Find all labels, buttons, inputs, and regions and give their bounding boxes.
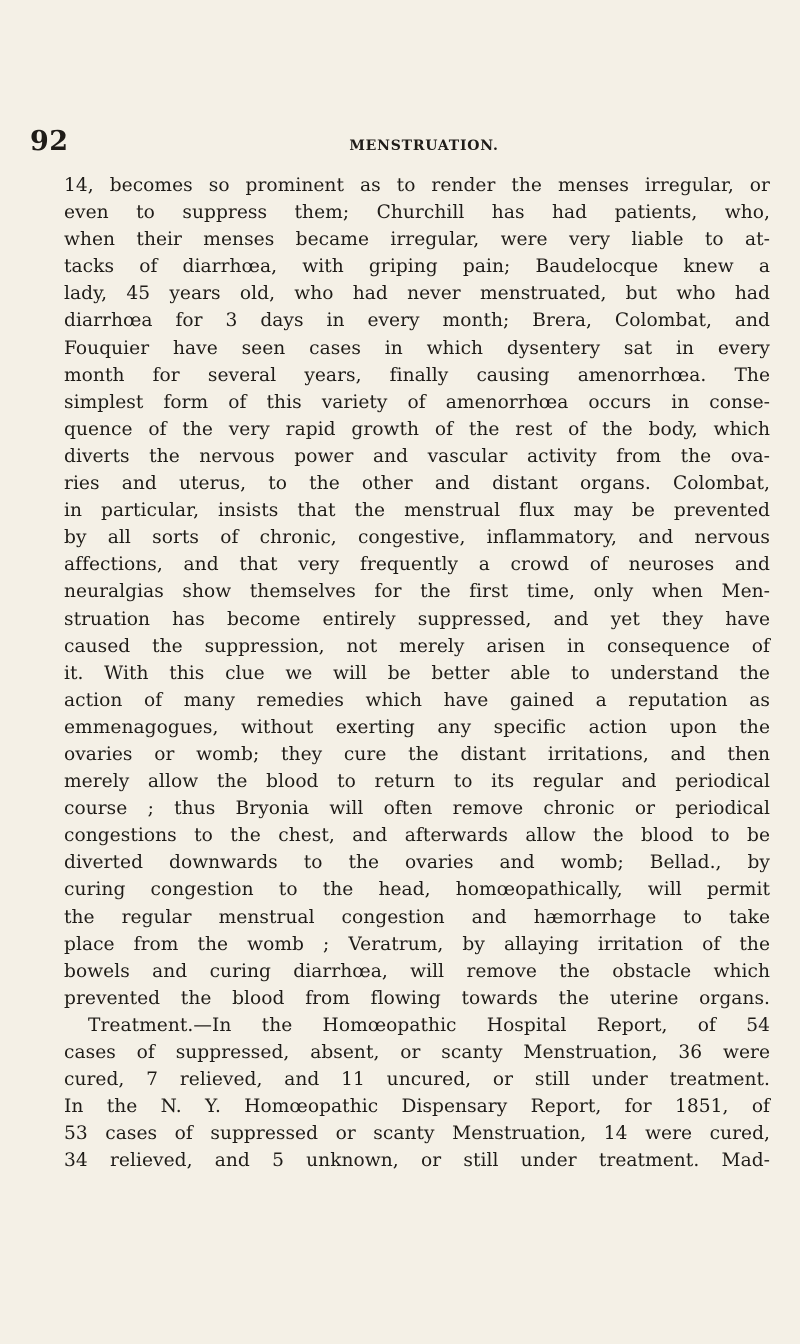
text-line: prevented the blood from flowing towards the uterine organs. [64, 987, 770, 1009]
text-line: 53 cases of suppressed or scanty Menstruation, 14 were cured, [64, 1123, 770, 1145]
text-line: when their menses became irregular, were very liable to at- [64, 229, 770, 251]
text-line: tacks of diarrhœa, with griping pain; Baudelocque knew a [64, 256, 770, 278]
text-line: in particular, insists that the menstrual flux may be prevented [64, 500, 770, 522]
text-line: affections, and that very frequently a crowd of neuroses and [64, 554, 770, 576]
text-line: diarrhœa for 3 days in every month; Brera, Colombat, and [64, 310, 770, 332]
text-line: ries and uterus, to the other and distant organs. Colombat, [64, 473, 770, 495]
text-line: diverts the nervous power and vascular activity from the ova- [64, 445, 770, 467]
text-line: 14, becomes so prominent as to render the menses irregular, or [64, 175, 770, 196]
text-line: neuralgias show themselves for the first time, only when Men- [64, 581, 770, 603]
text-line: the regular menstrual congestion and hæmorrhage to take [64, 906, 770, 928]
text-line: action of many remedies which have gained a reputation as [64, 689, 770, 711]
text-line: struation has become entirely suppressed, and yet they have [64, 608, 770, 630]
text-line: even to suppress them; Churchill has had patients, who, [64, 202, 770, 224]
text-line: congestions to the chest, and afterwards allow the blood to be [64, 825, 770, 847]
text-line: diverted downwards to the ovaries and womb; Bellad., by [64, 852, 770, 874]
running-head [0, 138, 800, 154]
page-number: 92 [30, 126, 69, 157]
text-line: Fouquier have seen cases in which dysentery sat in every [64, 337, 770, 359]
text-line: caused the suppression, not merely arisen in consequence of [64, 635, 770, 657]
text-line: curing congestion to the head, homœopathically, will permit [64, 879, 770, 901]
text-line: month for several years, finally causing amenorrhœa. The [64, 364, 770, 386]
text-line: 34 relieved, and 5 unknown, or still under treatment. Mad- [64, 1150, 770, 1172]
text-line: quence of the very rapid growth of the rest of the body, which [64, 418, 770, 440]
body-text [64, 172, 770, 1174]
text-line: ovaries or womb; they cure the distant irritations, and then [64, 743, 770, 765]
running-head-text: MENSTRUATION. [349, 138, 499, 154]
text-line: In the N. Y. Homœopathic Dispensary Report, for 1851, of [64, 1096, 770, 1118]
text-line: simplest form of this variety of amenorrhœa occurs in conse- [64, 391, 770, 413]
text-line: bowels and curing diarrhœa, will remove the obstacle which [64, 960, 770, 982]
text-line: emmenagogues, without exerting any specific action upon the [64, 716, 770, 738]
text-line: place from the womb ; Veratrum, by allaying irritation of the [64, 933, 770, 955]
text-line: course ; thus Bryonia will often remove chronic or periodical [64, 798, 770, 820]
text-line: lady, 45 years old, who had never menstruated, but who had [64, 283, 770, 305]
text-line: cured, 7 relieved, and 11 uncured, or still under treatment. [64, 1069, 770, 1091]
text-line: cases of suppressed, absent, or scanty Menstruation, 36 were [64, 1042, 770, 1063]
text-line: by all sorts of chronic, congestive, inflammatory, and nervous [64, 527, 770, 549]
text-line: it. With this clue we will be better able to understand the [64, 662, 770, 684]
text-line: merely allow the blood to return to its regular and periodical [64, 771, 770, 793]
text-line: Treatment.—In the Homœopathic Hospital Report, of 54 [88, 1014, 770, 1036]
